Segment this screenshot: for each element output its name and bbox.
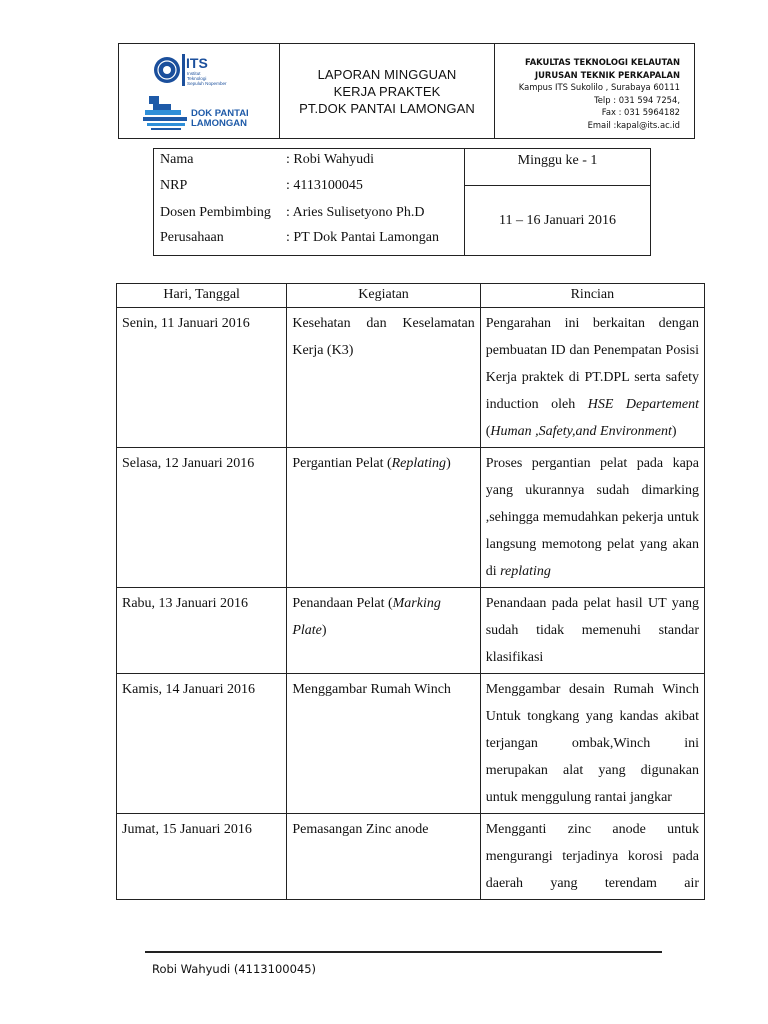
cell-activity xyxy=(287,588,480,674)
table-row xyxy=(117,814,705,900)
table-header-row xyxy=(117,284,705,308)
cell-activity: Menggambar Rumah Winch xyxy=(287,674,480,814)
week-date-range: 11 – 16 Januari 2016 xyxy=(499,213,616,228)
column-header-date: Hari, Tanggal xyxy=(117,284,287,308)
its-subtitle-2: Teknologi xyxy=(187,76,207,81)
dok-pantai-logo-icon xyxy=(143,94,263,134)
week-number: Minggu ke - 1 xyxy=(465,149,650,186)
cell-detail: Penandaan pada pelat hasil UT yang sudah tidak memenuhi standar klasifikasi xyxy=(480,588,704,674)
activity-italic-text: Marking Plate xyxy=(292,596,441,638)
cell-detail: Menggambar desain Rumah Winch Untuk tongkang yang kandas akibat terjangan ombak,Winch ini merupakan alat yang digunakan untuk menggulung rantai jangkar xyxy=(480,674,704,814)
faculty-address xyxy=(495,44,694,138)
activity-text: ) xyxy=(446,456,451,471)
detail-italic-text: replating xyxy=(500,564,551,579)
cell-date: Kamis, 14 Januari 2016 xyxy=(117,674,287,814)
report-title xyxy=(280,44,495,138)
detail-text: Pengarahan ini berkaitan dengan pembuatan ID dan Penempatan Posisi Kerja praktek di PT.DPL serta safety induction oleh xyxy=(485,316,699,412)
cell-detail xyxy=(480,448,704,588)
title-line-2: KERJA PRAKTEK xyxy=(333,83,441,99)
info-label: Perusahaan xyxy=(160,230,224,245)
its-logo-text: ITS xyxy=(186,55,208,71)
info-value: : PT Dok Pantai Lamongan xyxy=(286,230,439,245)
info-label: Dosen Pembimbing xyxy=(160,205,271,220)
table-row xyxy=(117,308,705,448)
cell-date: Rabu, 13 Januari 2016 xyxy=(117,588,287,674)
its-subtitle-3: Sepuluh Nopember xyxy=(187,81,227,86)
column-header-activity: Kegiatan xyxy=(287,284,480,308)
cell-date: Selasa, 12 Januari 2016 xyxy=(117,448,287,588)
dok-logo-text-2: LAMONGAN xyxy=(191,118,247,129)
table-row xyxy=(117,448,705,588)
cell-activity: Kesehatan dan Keselamatan Kerja (K3) xyxy=(287,308,480,448)
table-row xyxy=(117,674,705,814)
info-value: : Aries Sulisetyono Ph.D xyxy=(286,205,425,220)
detail-text: ( xyxy=(485,424,491,439)
student-info-fields xyxy=(154,149,465,255)
its-subtitle-1: Institut xyxy=(187,71,201,76)
table-row xyxy=(117,588,705,674)
phone: Telp : 031 594 7254, xyxy=(594,94,680,105)
activity-italic-text: Replating xyxy=(391,456,447,471)
detail-italic-text: HSE Departement xyxy=(587,397,699,412)
cell-detail: Mengganti zinc anode untuk mengurangi terjadinya korosi pada daerah yang terendam air xyxy=(480,814,704,900)
activity-text: Pergantian Pelat ( xyxy=(292,456,392,471)
footer-author: Robi Wahyudi (4113100045) xyxy=(152,962,317,976)
student-info-table xyxy=(153,148,651,256)
faculty-name: FAKULTAS TEKNOLOGI KELAUTAN xyxy=(524,57,680,67)
fax: Fax : 031 5964182 xyxy=(601,107,680,118)
campus-address: Kampus ITS Sukolilo , Surabaya 60111 xyxy=(518,82,680,93)
info-value: : Robi Wahyudi xyxy=(286,152,375,167)
activity-text: ) xyxy=(321,623,327,638)
logo-panel xyxy=(119,44,280,138)
info-label: Nama xyxy=(160,152,194,167)
detail-italic-text: Human ,Safety,and Environment xyxy=(490,424,672,439)
title-line-1: LAPORAN MINGGUAN xyxy=(317,66,457,82)
its-logo-icon xyxy=(153,48,253,92)
info-value: : 4113100045 xyxy=(286,178,363,193)
info-label: NRP xyxy=(160,178,188,193)
cell-date: Jumat, 15 Januari 2016 xyxy=(117,814,287,900)
footer-divider xyxy=(145,951,662,953)
cell-detail xyxy=(480,308,704,448)
activity-text: Penandaan Pelat ( xyxy=(292,596,393,611)
detail-text: Proses pergantian pelat pada kapa yang ukurannya sudah dimarking ,sehingga memudahkan pekerja untuk langsung memotong pelat yang akan di xyxy=(485,456,699,579)
email: Email :kapal@its.ac.id xyxy=(587,119,680,130)
detail-text: ) xyxy=(671,424,677,439)
cell-activity xyxy=(287,448,480,588)
cell-date: Senin, 11 Januari 2016 xyxy=(117,308,287,448)
department-name: JURUSAN TEKNIK PERKAPALAN xyxy=(534,69,680,80)
report-header xyxy=(118,43,695,139)
title-line-3: PT.DOK PANTAI LAMONGAN xyxy=(299,100,475,116)
cell-activity: Pemasangan Zinc anode xyxy=(287,814,480,900)
dok-logo-text-1: DOK PANTAI xyxy=(191,108,249,119)
activity-table xyxy=(116,283,705,900)
column-header-detail: Rincian xyxy=(480,284,704,308)
week-panel xyxy=(465,149,650,255)
